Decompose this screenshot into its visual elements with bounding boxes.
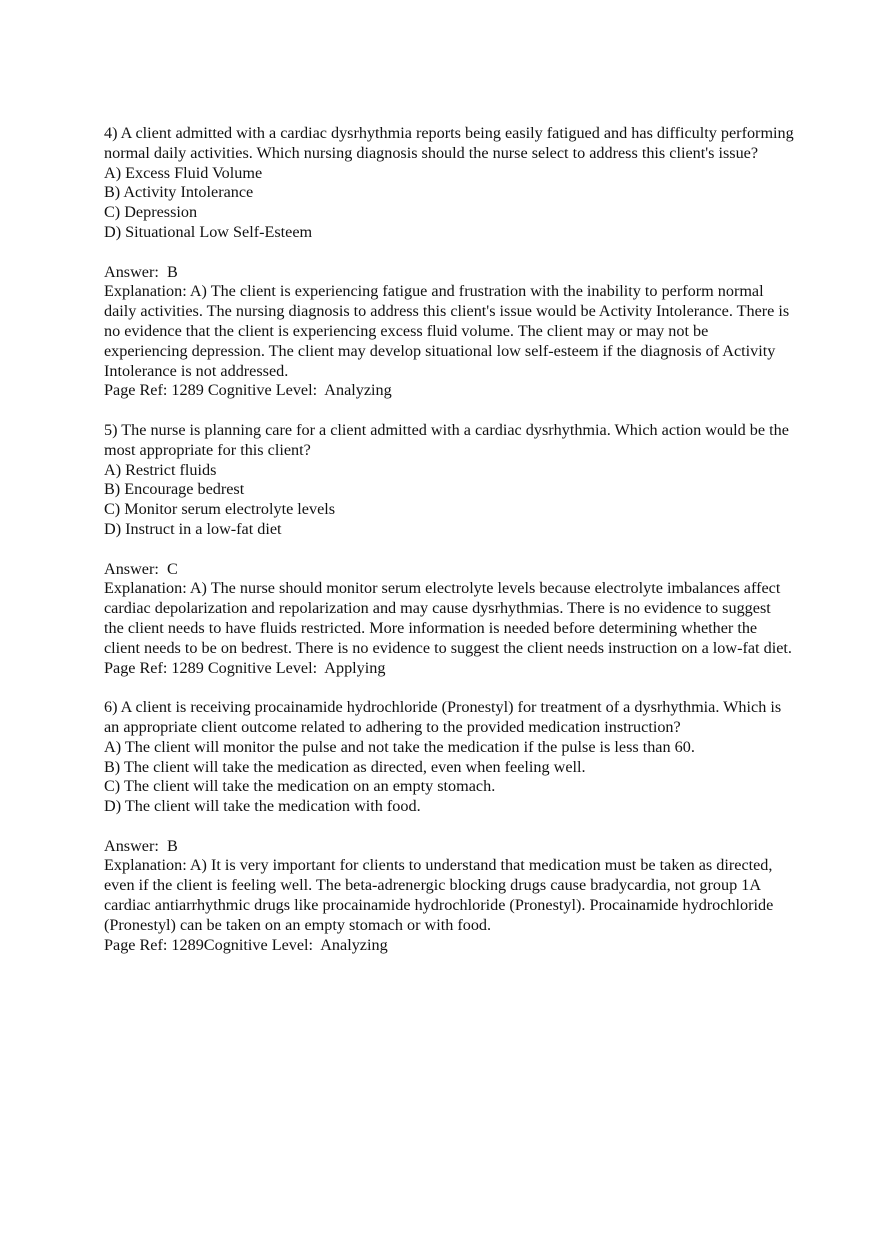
- explanation-text: Explanation: A) The nurse should monitor serum electrolyte levels because electrolyte imbalances affect cardiac depolarization and repolarization and may cause dysrhythmias. There is no evidence to suggest the client needs to have fluids restricted. More information is needed before determining whether the client needs to be on bedrest. There is no evidence to suggest the client needs instruction on a low-fat diet.: [104, 579, 792, 657]
- answer-label: Answer: C: [104, 559, 178, 578]
- question-5: [104, 421, 794, 540]
- page-ref: Page Ref: 1289 Cognitive Level: Applying: [104, 658, 386, 677]
- document-page: [104, 124, 794, 975]
- answer-label: Answer: B: [104, 262, 178, 281]
- option-d: D) Instruct in a low-fat diet: [104, 519, 282, 538]
- option-d: D) The client will take the medication with food.: [104, 797, 421, 816]
- option-a: A) The client will monitor the pulse and not take the medication if the pulse is less than 60.: [104, 737, 695, 756]
- explanation-text: Explanation: A) It is very important for clients to understand that medication must be taken as directed, even if the client is feeling well. The beta-adrenergic blocking drugs cause bradycardia, not group 1A cardiac antiarrhythmic drugs like procainamide hydrochloride (Pronestyl). Procainamide hydrochloride (Pronestyl) can be taken on an empty stomach or with food.: [104, 856, 774, 934]
- option-c: C) Monitor serum electrolyte levels: [104, 500, 336, 519]
- question-stem: 5) The nurse is planning care for a client admitted with a cardiac dysrhythmia. Which action would be the most appropriate for this client?: [104, 420, 789, 459]
- page-ref: Page Ref: 1289 Cognitive Level: Analyzing: [104, 381, 392, 400]
- option-b: B) Activity Intolerance: [104, 183, 254, 202]
- option-b: B) Encourage bedrest: [104, 480, 245, 499]
- page-ref: Page Ref: 1289Cognitive Level: Analyzing: [104, 935, 388, 954]
- answer-5: [104, 560, 794, 679]
- answer-6: [104, 837, 794, 956]
- option-d: D) Situational Low Self-Esteem: [104, 222, 313, 241]
- question-stem: 6) A client is receiving procainamide hydrochloride (Pronestyl) for treatment of a dysrhythmia. Which is an appropriate client outcome related to adhering to the provided medication instruction?: [104, 698, 782, 736]
- explanation-text: Explanation: A) The client is experiencing fatigue and frustration with the inability to perform normal daily activities. The nursing diagnosis to address this client's issue would be Activity Intolerance. There is no evidence that the client is experiencing excess fluid volume. The client may or may not be experiencing depression. The client may develop situational low self-esteem if the diagnosis of Activity Intolerance is not addressed.: [104, 282, 790, 380]
- option-c: C) Depression: [104, 203, 198, 222]
- answer-label: Answer: B: [104, 836, 178, 855]
- option-a: A) Restrict fluids: [104, 460, 217, 479]
- question-6: [104, 698, 794, 817]
- question-stem: 4) A client admitted with a cardiac dysrhythmia reports being easily fatigued and has difficulty performing normal daily activities. Which nursing diagnosis should the nurse select to address this client's issue?: [104, 124, 794, 162]
- answer-4: [104, 263, 794, 402]
- option-a: A) Excess Fluid Volume: [104, 163, 263, 182]
- option-b: B) The client will take the medication as directed, even when feeling well.: [104, 757, 586, 776]
- option-c: C) The client will take the medication on an empty stomach.: [104, 777, 496, 796]
- question-4: [104, 124, 794, 243]
